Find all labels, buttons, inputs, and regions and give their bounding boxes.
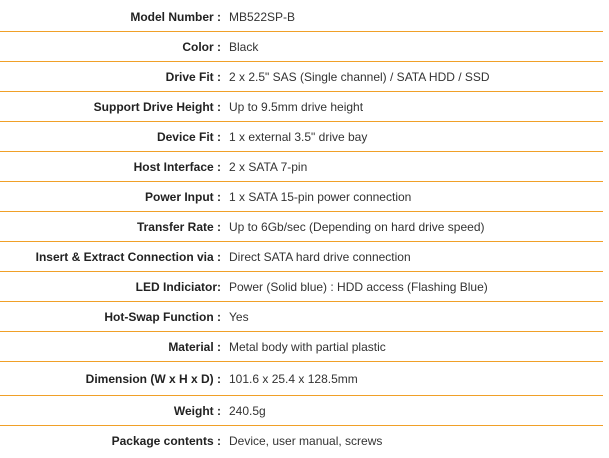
- spec-value: Black: [229, 39, 259, 54]
- spec-label: Hot-Swap Function :: [104, 309, 221, 324]
- spec-value: Up to 6Gb/sec (Depending on hard drive speed): [229, 219, 485, 234]
- spec-value: 2 x SATA 7-pin: [229, 159, 308, 174]
- spec-label: Transfer Rate :: [136, 219, 221, 234]
- spec-row-material: [0, 332, 603, 362]
- spec-row-led-indicator: [0, 272, 603, 302]
- spec-label: Color :: [182, 39, 221, 54]
- spec-label: Power Input :: [145, 189, 221, 204]
- spec-label: Model Number :: [130, 9, 221, 24]
- spec-label: Material :: [168, 339, 221, 354]
- spec-row-hot-swap: [0, 302, 603, 332]
- spec-row-transfer-rate: [0, 212, 603, 242]
- spec-value: 1 x SATA 15-pin power connection: [229, 189, 412, 204]
- spec-value: Up to 9.5mm drive height: [229, 99, 364, 114]
- spec-row-color: [0, 32, 603, 62]
- spec-row-dimension: [0, 362, 603, 396]
- spec-label: Host Interface :: [133, 159, 221, 174]
- spec-row-power-input: [0, 182, 603, 212]
- spec-value: 1 x external 3.5" drive bay: [229, 129, 368, 144]
- spec-value: MB522SP-B: [229, 9, 296, 24]
- spec-row-host-interface: [0, 152, 603, 182]
- spec-value: Power (Solid blue) : HDD access (Flashing Blue): [229, 279, 488, 294]
- spec-label: Package contents :: [111, 434, 221, 448]
- spec-row-drive-fit: [0, 62, 603, 92]
- spec-label: Weight :: [173, 403, 221, 418]
- spec-label: Insert & Extract Connection via :: [35, 249, 221, 264]
- spec-label: Drive Fit :: [165, 69, 221, 84]
- spec-value: Yes: [229, 309, 249, 324]
- spec-label: Device Fit :: [156, 129, 221, 144]
- spec-value: 240.5g: [229, 403, 266, 418]
- spec-label: Support Drive Height :: [93, 99, 221, 114]
- spec-row-insert-extract: [0, 242, 603, 272]
- spec-table: [0, 2, 603, 456]
- spec-row-package-contents: [0, 426, 603, 456]
- spec-row-support-drive-height: [0, 92, 603, 122]
- spec-row-device-fit: [0, 122, 603, 152]
- spec-label: Dimension (W x H x D) :: [85, 371, 221, 386]
- spec-value: Device, user manual, screws: [229, 434, 383, 448]
- spec-value: 101.6 x 25.4 x 128.5mm: [229, 371, 358, 386]
- spec-value: Metal body with partial plastic: [229, 339, 386, 354]
- spec-value: 2 x 2.5" SAS (Single channel) / SATA HDD / SSD: [229, 69, 490, 84]
- spec-row-model-number: [0, 2, 603, 32]
- spec-value: Direct SATA hard drive connection: [229, 249, 411, 264]
- spec-row-weight: [0, 396, 603, 426]
- spec-label: LED Indiciator:: [135, 279, 221, 294]
